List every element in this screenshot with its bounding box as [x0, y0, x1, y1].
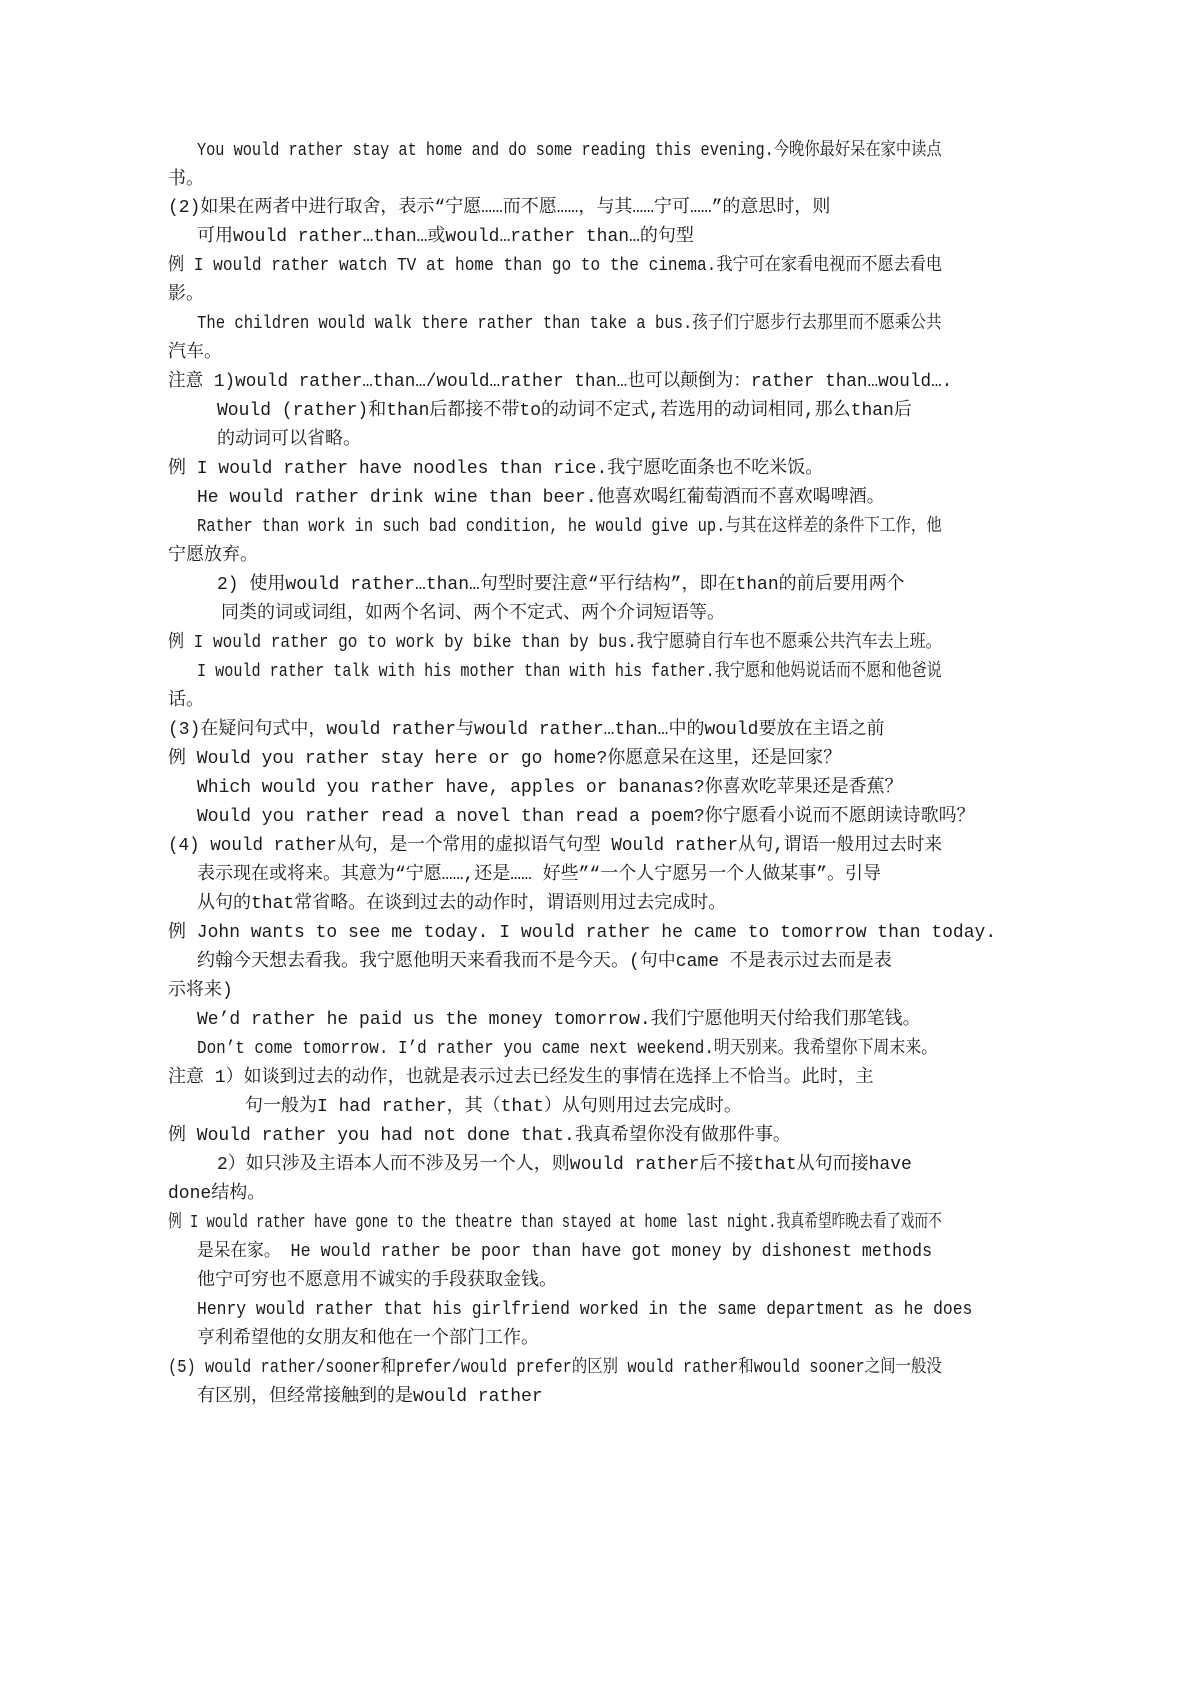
text-line: Which would you rather have, apples or bananas?你喜欢吃苹果还是香蕉？ — [197, 778, 903, 798]
text-line: 从句的that常省略。在谈到过去的动作时，谓语则用过去完成时。 — [197, 894, 727, 914]
text-line: done结构。 — [168, 1184, 266, 1204]
text-line: (5) would rather/sooner和prefer/would prefer的区别 would rather和would sooner之间一般没 — [168, 1358, 942, 1378]
text-line: 书。 — [168, 170, 204, 190]
text-line: 例 John wants to see me today. I would rather he came to tomorrow than today. — [168, 923, 997, 943]
text-line: He would rather drink wine than beer.他喜欢喝红葡萄酒而不喜欢喝啤酒。 — [197, 488, 885, 508]
text-line: 句一般为I had rather，其（that）从句则用过去完成时。 — [245, 1097, 742, 1117]
text-line: 同类的词或词组，如两个名词、两个不定式、两个介词短语等。 — [221, 604, 725, 624]
text-line: 影。 — [168, 285, 204, 305]
text-line: 宁愿放弃。 — [168, 546, 258, 566]
text-line: 2) 使用would rather…than…句型时要注意“平行结构”，即在than的前后要用两个 — [217, 575, 905, 595]
text-line: Henry would rather that his girlfriend worked in the same department as he does — [197, 1300, 973, 1320]
text-line: (2)如果在两者中进行取舍，表示“宁愿……而不愿……，与其……宁可……”的意思时，则 — [168, 198, 831, 218]
text-line: 例 Would you rather stay here or go home?你愿意呆在这里，还是回家？ — [168, 749, 842, 769]
text-line: 他宁可穷也不愿意用不诚实的手段获取金钱。 — [197, 1271, 557, 1291]
text-line: 亨利希望他的女朋友和他在一个部门工作。 — [197, 1329, 539, 1349]
text-line: 注意 1)would rather…than…/would…rather than…也可以颠倒为：rather than…would…. — [168, 372, 953, 392]
text-line: Rather than work in such bad condition, he would give up.与其在这样差的条件下工作，他 — [197, 517, 942, 537]
text-line: 话。 — [168, 691, 204, 711]
text-line: You would rather stay at home and do some reading this evening.今晚你最好呆在家中读点 — [197, 141, 942, 161]
text-line: Don’t come tomorrow. I’d rather you came next weekend.明天别来。我希望你下周末来。 — [197, 1039, 938, 1059]
text-line: 2）如只涉及主语本人而不涉及另一个人，则would rather后不接that从句而接have — [217, 1155, 912, 1175]
text-line: 汽车。 — [168, 343, 222, 363]
text-line: The children would walk there rather than take a bus.孩子们宁愿步行去那里而不愿乘公共 — [197, 314, 942, 334]
text-line: (4) would rather从句，是一个常用的虚拟语气句型 Would rather从句,谓语一般用过去时来 — [168, 836, 943, 856]
text-line: 示将来) — [168, 981, 233, 1001]
text-line: 约翰今天想去看我。我宁愿他明天来看我而不是今天。(句中came 不是表示过去而是表 — [197, 952, 892, 972]
text-line: 是呆在家。 He would rather be poor than have got money by dishonest methods — [197, 1242, 933, 1262]
text-line: 表示现在或将来。其意为“宁愿……,还是…… 好些”“一个人宁愿另一个人做某事”。引导 — [197, 865, 882, 885]
text-line: Would you rather read a novel than read a poem?你宁愿看小说而不愿朗读诗歌吗？ — [197, 807, 975, 827]
text-line: 的动词可以省略。 — [217, 430, 361, 450]
text-line: 例 I would rather have gone to the theatre than stayed at home last night.我真希望昨晚去看了戏而不 — [168, 1213, 942, 1233]
text-line: 有区别，但经常接触到的是would rather — [197, 1387, 543, 1407]
text-line: (3)在疑问句式中，would rather与would rather…than…中的would要放在主语之前 — [168, 720, 885, 740]
text-line: 注意 1）如谈到过去的动作，也就是表示过去已经发生的事情在选择上不恰当。此时，主 — [168, 1068, 874, 1088]
text-line: I would rather talk with his mother than with his father.我宁愿和他妈说话而不愿和他爸说 — [197, 662, 942, 682]
text-line: 例 Would rather you had not done that.我真希望你没有做那件事。 — [168, 1126, 791, 1146]
text-line: 例 I would rather watch TV at home than go to the cinema.我宁可在家看电视而不愿去看电 — [168, 256, 943, 276]
text-line: Would (rather)和than后都接不带to的动词不定式,若选用的动词相同,那么than后 — [217, 401, 912, 421]
text-line: 例 I would rather have noodles than rice.我宁愿吃面条也不吃米饭。 — [168, 459, 824, 479]
text-line: 可用would rather…than…或would…rather than…的句型 — [197, 227, 694, 247]
text-line: 例 I would rather go to work by bike than by bus.我宁愿骑自行车也不愿乘公共汽车去上班。 — [168, 633, 942, 653]
text-line: We’d rather he paid us the money tomorrow.我们宁愿他明天付给我们那笔钱。 — [197, 1010, 921, 1030]
